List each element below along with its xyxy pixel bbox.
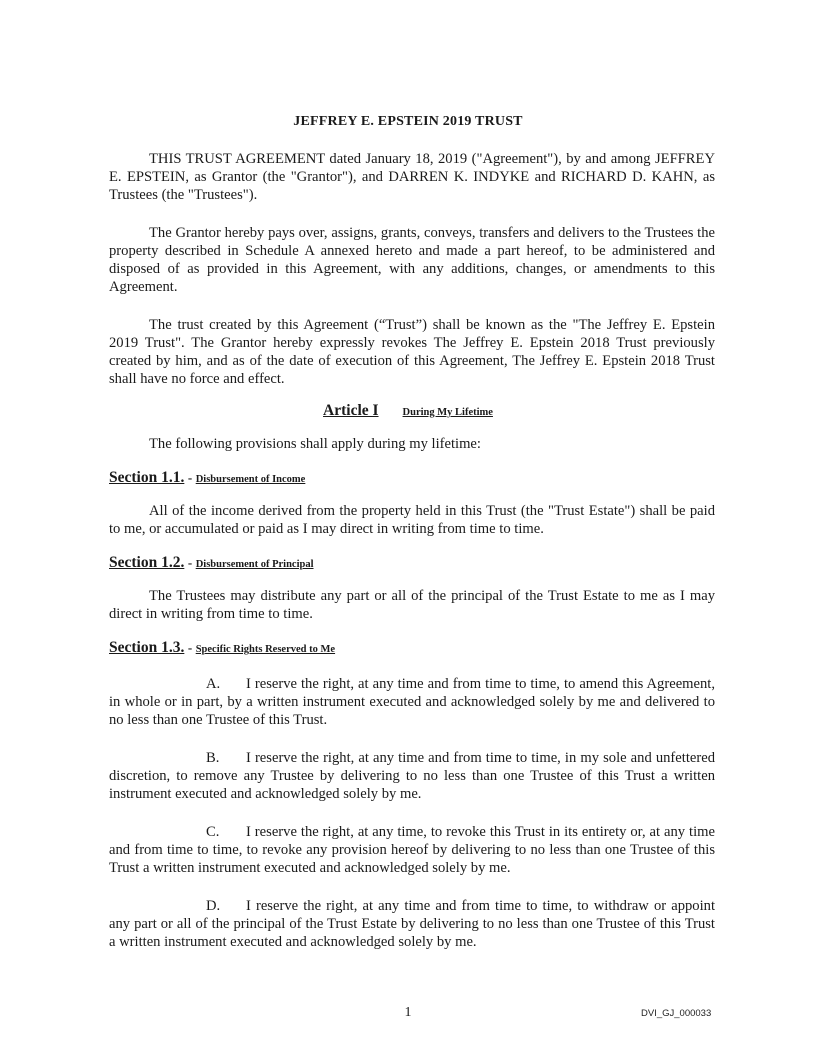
right-letter: C. — [206, 824, 220, 840]
section-name: Disbursement of Principal — [195, 559, 314, 570]
lifetime-intro-paragraph: The following provisions shall apply during my lifetime: — [149, 436, 481, 452]
right-text: I reserve the right, at any time and from time to time, in my sole and unfettered discretion, to remove any Trustee by delivering to no less than one Trustee of this Trust a written instrument executed and acknowledged solely by me. — [109, 750, 715, 802]
right-text: I reserve the right, at any time and from time to time, to withdraw or appoint any part or all of the principal of the Trust Estate by delivering to no less than one Trustee of this Trust a written instrument executed and acknowledged solely by me. — [109, 898, 715, 950]
section-name: Disbursement of Income — [195, 474, 306, 485]
right-text: I reserve the right, at any time and from time to time, to amend this Agreement, in whole or in part, by a written instrument executed and acknowledged solely by me and delivered to no less than one Trustee of this Trust. — [109, 676, 715, 728]
reserved-right-c — [109, 823, 715, 877]
section-paragraph: All of the income derived from the property held in this Trust (the "Trust Estate") shall be paid to me, or accumulated or paid as I may direct in writing from time to time. — [109, 503, 715, 537]
intro-paragraph: THIS TRUST AGREEMENT dated January 18, 2019 ("Agreement"), by and among JEFFREY E. EPSTEIN, as Grantor (the "Grantor"), and DARREN K. INDYKE and RICHARD D. KAHN, as Trustees (the "Trustees"). — [109, 151, 715, 203]
reserved-right-a — [109, 675, 715, 729]
trust-naming-paragraph: The trust created by this Agreement (“Trust”) shall be known as the "The Jeffrey E. Epstein 2019 Trust". The Grantor hereby expressly revokes The Jeffrey E. Epstein 2018 Trust previously created by him, and as of the date of execution of this Agreement, The Jeffrey E. Epstein 2018 Trust shall have no force and effect. — [109, 317, 715, 387]
right-letter: D. — [206, 898, 221, 914]
section-number: Section 1.1. — [109, 469, 185, 486]
section-heading: Section 1.1. - Disbursement of Income — [109, 469, 306, 486]
article-subtitle: During My Lifetime — [402, 407, 493, 418]
page-number: 1 — [404, 1005, 412, 1020]
document-title: JEFFREY E. EPSTEIN 2019 TRUST — [293, 114, 523, 129]
reserved-right-d — [109, 897, 715, 951]
bates-number: DVI_GJ_000033 — [641, 1008, 712, 1019]
section-heading: Section 1.3. - Specific Rights Reserved to Me — [109, 639, 336, 656]
article-heading — [0, 402, 816, 420]
right-letter: B. — [206, 750, 220, 766]
reserved-right-b — [109, 749, 715, 803]
section-paragraph: The Trustees may distribute any part or all of the principal of the Trust Estate to me as I may direct in writing from time to time. — [109, 588, 715, 622]
right-text: I reserve the right, at any time, to revoke this Trust in its entirety or, at any time and from time to time, to revoke any provision hereof by delivering to no less than one Trustee of this Trust a written instrument executed and acknowledged solely by me. — [109, 824, 715, 876]
conveyance-paragraph: The Grantor hereby pays over, assigns, grants, conveys, transfers and delivers to the Trustees the property described in Schedule A annexed hereto and made a part hereof, to be administered and disposed of as provided in this Agreement, with any additions, changes, or amendments to this Agreement. — [109, 225, 715, 295]
article-label: Article I — [323, 402, 379, 419]
section-heading: Section 1.2. - Disbursement of Principal — [109, 554, 314, 571]
section-number: Section 1.2. — [109, 554, 185, 571]
section-name: Specific Rights Reserved to Me — [195, 644, 336, 655]
section-number: Section 1.3. — [109, 639, 185, 656]
right-letter: A. — [206, 676, 221, 692]
